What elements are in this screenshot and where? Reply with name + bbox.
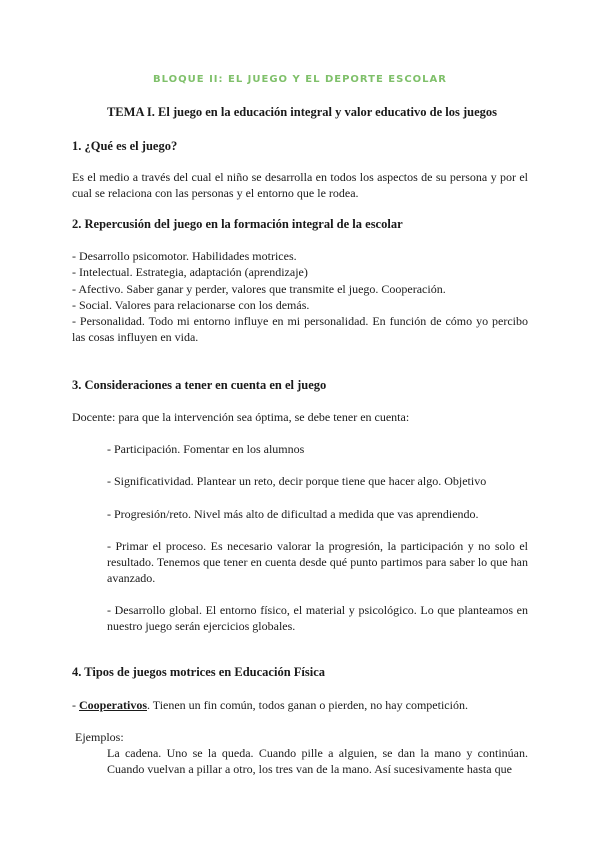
section-3-heading: 3. Consideraciones a tener en cuenta en el juego <box>72 378 327 392</box>
page-title: TEMA I. El juego en la educación integral y valor educativo de los juegos <box>106 105 498 119</box>
section-3-item: - Primar el proceso. Es necesario valorar la progresión, la participación y no solo el resultado. Tenemos que tener en cuenta desde qué punto partimos para saber lo que han avanzado. <box>107 539 528 585</box>
section-4-heading: 4. Tipos de juegos motrices en Educación Física <box>72 665 326 679</box>
coop-prefix: - <box>72 698 79 712</box>
section-3-item: - Participación. Fomentar en los alumnos <box>107 442 305 456</box>
cooperative-games-line <box>72 697 468 713</box>
section-2-item: - Intelectual. Estrategia, adaptación (aprendizaje) <box>72 265 308 279</box>
section-2-item: - Personalidad. Todo mi entorno influye en mi personalidad. En función de cómo yo percibo las cosas influyen en vida. <box>72 314 528 344</box>
section-2-heading: 2. Repercusión del juego en la formación integral de la escolar <box>72 217 403 231</box>
section-3-intro: Docente: para que la intervención sea óptima, se debe tener en cuenta: <box>72 410 410 424</box>
section-3-item: - Desarrollo global. El entorno físico, el material y psicológico. Lo que planteamos en nuestro juego serán ejercicios globales. <box>107 603 528 633</box>
section-3-item: - Significatividad. Plantear un reto, decir porque tiene que hacer algo. Objetivo <box>107 474 487 488</box>
example-text: La cadena. Uno se la queda. Cuando pille a alguien, se dan la mano y continúan. Cuando vuelvan a pillar a otro, los tres van de la mano. Así sucesivamente hasta que <box>107 746 528 776</box>
section-2-item: - Desarrollo psicomotor. Habilidades motrices. <box>72 249 297 263</box>
section-2-item: - Social. Valores para relacionarse con los demás. <box>72 298 310 312</box>
coop-term: Cooperativos <box>79 698 147 712</box>
block-header: BLOQUE II: EL JUEGO Y EL DEPORTE ESCOLAR <box>153 74 447 85</box>
examples-label: Ejemplos: <box>75 730 124 744</box>
section-1-text: Es el medio a través del cual el niño se desarrolla en todos los aspectos de su persona y por el cual se relaciona con las personas y el entorno que le rodea. <box>72 170 528 200</box>
section-2-item: - Afectivo. Saber ganar y perder, valores que transmite el juego. Cooperación. <box>72 282 446 296</box>
section-3-item: - Progresión/reto. Nivel más alto de dificultad a medida que vas aprendiendo. <box>107 507 479 521</box>
coop-text: . Tienen un fin común, todos ganan o pierden, no hay competición. <box>147 698 468 712</box>
section-1-heading: 1. ¿Qué es el juego? <box>72 139 178 153</box>
